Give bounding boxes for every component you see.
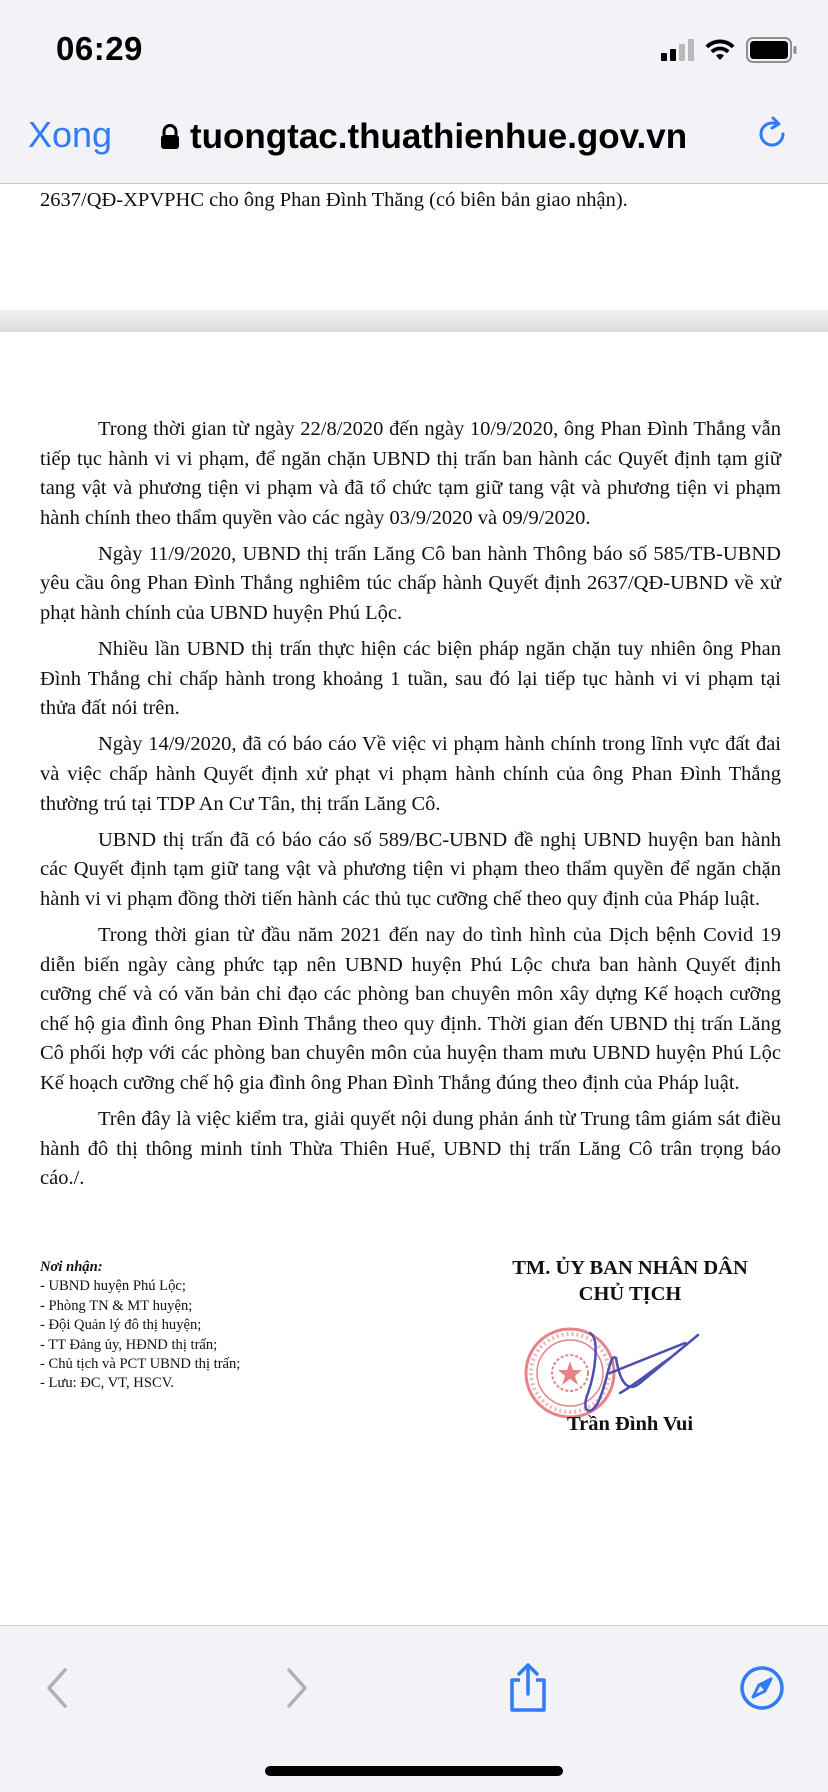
address-bar[interactable] [160, 114, 687, 160]
status-bar [0, 0, 828, 100]
chevron-right-icon [281, 1666, 311, 1710]
recipient-item: - Chủ tịch và PCT UBND thị trấn; [40, 1356, 241, 1373]
open-in-safari-button[interactable] [732, 1658, 792, 1718]
sign-title-line-2: CHỦ TỊCH [578, 1283, 682, 1305]
status-time: 06:29 [56, 30, 143, 67]
recipient-item: - TT Đảng ủy, HĐND thị trấn; [40, 1336, 218, 1353]
browser-nav-bar [0, 100, 828, 184]
wifi-icon [704, 38, 736, 62]
recipients-heading: Nơi nhận: [40, 1259, 103, 1275]
cellular-signal-icon [661, 39, 694, 61]
done-button[interactable]: Xong [28, 114, 113, 155]
recipients-list [40, 1258, 240, 1394]
recipient-item: - UBND huyện Phú Lộc; [40, 1278, 186, 1295]
compass-icon [738, 1664, 786, 1712]
recipient-item: - Đội Quản lý đô thị huyện; [40, 1317, 202, 1334]
signature-title [470, 1255, 790, 1307]
paragraph: Trong thời gian từ ngày 22/8/2020 đến ngày 10/9/2020, ông Phan Đình Thắng vẫn tiếp tục hành vi vi phạm, để ngăn chặn UBND thị trấn ban hành các Quyết định tạm giữ tang vật và phương tiện vi phạm và đã tổ chức tạm giữ tang vật và phương tiện vi phạm hành chính theo thẩm quyền vào các ngày 03/9/2020 và 09/9/2020. [40, 418, 781, 529]
document-body [40, 415, 781, 1200]
status-icons [661, 36, 798, 64]
forward-button[interactable] [266, 1658, 326, 1718]
document-view[interactable] [0, 185, 828, 1625]
sign-title-line-1: TM. ỦY BAN NHÂN DÂN [512, 1257, 748, 1279]
home-indicator[interactable] [265, 1766, 563, 1776]
paragraph: Ngày 14/9/2020, đã có báo cáo Về việc vi phạm hành chính trong lĩnh vực đất đai và việc chấp hành Quyết định xử phạt vi phạm hành chính của ông Phan Đình Thắng thường trú tại TDP An Cư Tân, thị trấn Lăng Cô. [40, 733, 781, 815]
recipient-item: - Phòng TN & MT huyện; [40, 1297, 193, 1314]
paragraph: UBND thị trấn đã có báo cáo số 589/BC-UBND đề nghị UBND huyện ban hành các Quyết định tạm giữ tang vật và phương tiện vi phạm theo thẩm quyền để ngăn chặn hành vi vi phạm đồng thời tiến hành các thủ tục cưỡng chế theo quy định của Pháp luật. [40, 828, 781, 910]
previous-page-last-line: 2637/QĐ-XPVPHC cho ông Phan Đình Thăng (có biên bản giao nhận). [40, 189, 628, 211]
paragraph: Nhiều lần UBND thị trấn thực hiện các biện pháp ngăn chặn tuy nhiên ông Phan Đình Thắng chỉ chấp hành trong khoảng 1 tuần, sau đó lại tiếp tục hành vi vi phạm tại thửa đất nói trên. [40, 638, 781, 720]
url-text: tuongtac.thuathienhue.gov.vn [190, 117, 688, 156]
battery-icon [746, 37, 798, 63]
signer-name: Trần Đình Vui [566, 1413, 694, 1435]
page-divider [0, 310, 828, 332]
lock-icon [160, 124, 180, 150]
paragraph: Trên đây là việc kiểm tra, giải quyết nội dung phản ánh từ Trung tâm giám sát điều hành đô thị thông minh tỉnh Thừa Thiên Huế, UBND thị trấn Lăng Cô trân trọng báo cáo./. [40, 1108, 781, 1190]
share-icon [506, 1662, 550, 1714]
share-button[interactable] [498, 1658, 558, 1718]
recipient-item: - Lưu: ĐC, VT, HSCV. [40, 1375, 175, 1392]
chevron-left-icon [43, 1666, 73, 1710]
paragraph: Trong thời gian từ đầu năm 2021 đến nay do tình hình của Dịch bệnh Covid 19 diễn biến ngày càng phức tạp nên UBND huyện Phú Lộc chưa ban hành Quyết định cưỡng chế và có văn bản chỉ đạo các phòng ban chuyên môn xây dựng Kế hoạch cưỡng chế hộ gia đình ông Phan Đình Thắng theo quy định. Thời gian đến UBND thị trấn Lăng Cô phối hợp với các phòng ban chuyên môn của huyện tham mưu UBND huyện Phú Lộc Kế hoạch cưỡng chế hộ gia đình ông Phan Đình Thắng đúng theo định của Pháp luật. [40, 924, 781, 1094]
red-seal-icon [526, 1329, 614, 1417]
back-button[interactable] [28, 1658, 88, 1718]
reload-icon[interactable] [752, 114, 792, 154]
paragraph: Ngày 11/9/2020, UBND thị trấn Lăng Cô ban hành Thông báo số 585/TB-UBND yêu cầu ông Phan Đình Thắng nghiêm túc chấp hành Quyết định 2637/QĐ-UBND về xử phạt hành chính của UBND huyện Phú Lộc. [40, 542, 781, 625]
